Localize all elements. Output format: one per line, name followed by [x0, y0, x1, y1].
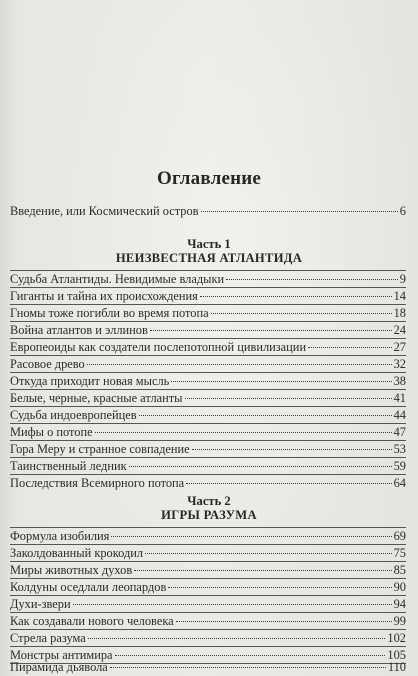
toc-entry-page: 99 — [393, 614, 406, 628]
toc-entry-page: 69 — [393, 529, 406, 543]
toc-entry-text: Судьба Атлантиды. Невидимые владыки — [10, 272, 225, 286]
toc-leader-dots — [308, 347, 392, 348]
part-1-name: НЕИЗВЕСТНАЯ АТЛАНТИДА — [115, 251, 303, 265]
toc-entry-text: Последствия Всемирного потопа — [10, 476, 185, 490]
toc-leader-dots — [185, 398, 392, 399]
toc-entry — [10, 613, 406, 629]
toc-entry-text: Таинственный ледник — [10, 459, 127, 473]
toc-leader-dots — [87, 364, 392, 365]
toc-entry-page: 102 — [387, 631, 406, 645]
toc-leader-dots — [115, 655, 386, 656]
toc-entry — [10, 356, 406, 372]
toc-entry — [10, 288, 406, 304]
toc-entry — [10, 630, 406, 646]
toc-entry-page: 14 — [393, 289, 406, 303]
toc-entry-page: 94 — [393, 597, 406, 611]
toc-leader-dots — [168, 587, 391, 588]
toc-entry-text: Монстры антимира — [10, 648, 113, 662]
toc-entry-text: Введение, или Космический остров — [10, 204, 199, 218]
part-1-label: Часть 1 — [187, 237, 231, 251]
toc-entry-text: Духи-звери — [10, 597, 71, 611]
toc-leader-dots — [200, 296, 392, 297]
toc-entry-text: Миры животных духов — [10, 563, 133, 577]
toc-entry-text: Мифы о потопе — [10, 425, 93, 439]
toc-entry-page: 38 — [393, 374, 406, 388]
toc-entry-page: 47 — [393, 425, 406, 439]
toc-leader-dots — [171, 381, 391, 382]
toc-leader-dots — [111, 536, 391, 537]
toc-leader-dots — [201, 211, 398, 212]
toc-entry-text: Расовое древо — [10, 357, 85, 371]
toc-entry-text: Судьба индоевропейцев — [10, 408, 137, 422]
toc-leader-dots — [73, 604, 392, 605]
toc-entry — [10, 305, 406, 321]
toc-leader-dots — [145, 553, 392, 554]
toc-entry-page: 90 — [393, 580, 406, 594]
toc-entry — [10, 407, 406, 423]
toc-entry-page: 24 — [393, 323, 406, 337]
toc-entry-text: Гора Меру и странное совпадение — [10, 442, 190, 456]
toc-entry — [10, 475, 406, 491]
toc-entry-page: 41 — [393, 391, 406, 405]
toc-leader-dots — [226, 279, 398, 280]
toc-entry-page: 75 — [393, 546, 406, 560]
toc-entry-page: 110 — [387, 660, 406, 674]
toc-entry — [10, 596, 406, 612]
toc-entry — [10, 441, 406, 457]
toc-entry-page: 105 — [387, 648, 406, 662]
toc-entry-page: 27 — [393, 340, 406, 354]
toc-entry — [10, 579, 406, 595]
toc-entry — [10, 458, 406, 474]
toc-title: Оглавление — [156, 168, 262, 189]
toc-entry-page: 32 — [393, 357, 406, 371]
toc-leader-dots — [186, 483, 391, 484]
toc-entry-page: 18 — [393, 306, 406, 320]
toc-entry — [10, 545, 406, 561]
toc-leader-dots — [211, 313, 392, 314]
toc-entry-text: Война атлантов и эллинов — [10, 323, 148, 337]
toc-leader-dots — [192, 449, 392, 450]
toc-leader-dots — [134, 570, 391, 571]
part-2-label: Часть 2 — [187, 494, 231, 508]
toc-entry — [10, 528, 406, 544]
toc-entry-text: Колдуны оседлали леопардов — [10, 580, 167, 594]
toc-entry — [10, 373, 406, 389]
toc-leader-dots — [88, 638, 386, 639]
toc-entry-text: Как создавали нового человека — [10, 614, 174, 628]
toc-entry-text: Заколдованный крокодил — [10, 546, 144, 560]
toc-entry-text: Откуда приходит новая мысль — [10, 374, 170, 388]
toc-entry-page: 59 — [393, 459, 406, 473]
toc-entry-page: 64 — [393, 476, 406, 490]
toc-entry-text: Пирамида дьявола — [10, 660, 108, 674]
toc-leader-dots — [110, 667, 386, 668]
toc-entry-text: Стрела разума — [10, 631, 86, 645]
toc-leader-dots — [139, 415, 392, 416]
toc-entry-page: 85 — [393, 563, 406, 577]
toc-leader-dots — [150, 330, 392, 331]
toc-entry — [10, 424, 406, 440]
toc-entry — [10, 562, 406, 578]
toc-entry-text: Белые, черные, красные атланты — [10, 391, 183, 405]
toc-leader-dots — [129, 466, 392, 467]
part-2-name: ИГРЫ РАЗУМА — [161, 508, 257, 522]
toc-entry-text: Европеоиды как создатели послепотопной цивилизации — [10, 340, 307, 354]
toc-leader-dots — [95, 432, 392, 433]
toc-entry — [10, 322, 406, 338]
toc-entry-page: 9 — [399, 272, 406, 286]
toc-entry — [10, 659, 406, 675]
toc-entry — [10, 390, 406, 406]
toc-entry-text: Гиганты и тайна их происхождения — [10, 289, 198, 303]
toc-entry-page: 6 — [399, 204, 406, 218]
toc-entry-page: 53 — [393, 442, 406, 456]
toc-entry-intro — [10, 203, 406, 219]
toc-entry-text: Гномы тоже погибли во время потопа — [10, 306, 209, 320]
toc-entry — [10, 271, 406, 287]
toc-entry-text: Формула изобилия — [10, 529, 110, 543]
toc-entry-page: 44 — [393, 408, 406, 422]
toc-entry — [10, 339, 406, 355]
toc-leader-dots — [176, 621, 392, 622]
